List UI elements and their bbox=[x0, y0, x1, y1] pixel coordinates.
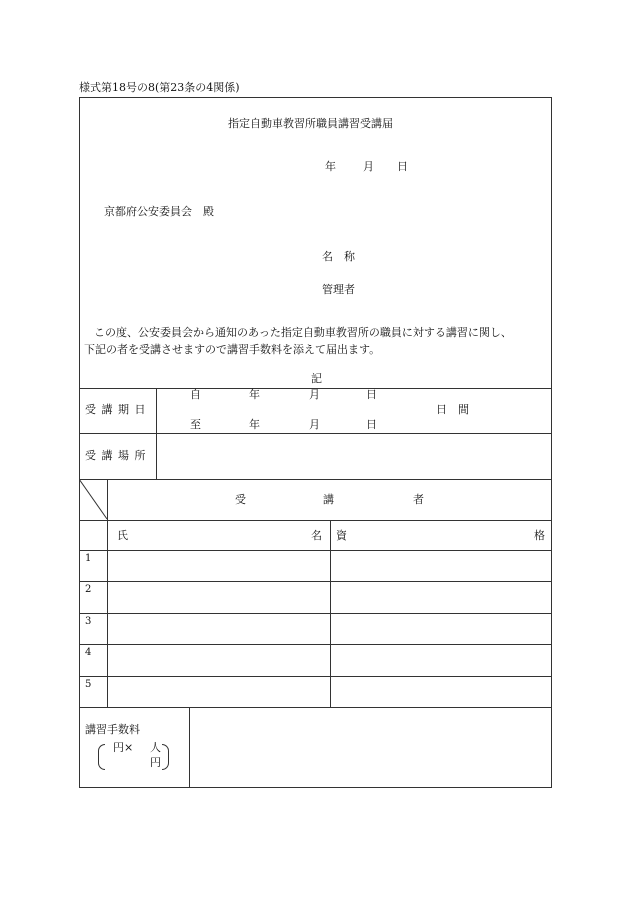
period-to-year: 年 bbox=[249, 418, 260, 431]
period-from-day: 日 bbox=[366, 388, 377, 401]
row-number: 5 bbox=[85, 679, 92, 690]
date-year-label: 年 bbox=[325, 160, 336, 173]
period-from-month: 月 bbox=[309, 388, 320, 401]
open-paren bbox=[98, 744, 105, 770]
attendees-header-char-2: 講 bbox=[323, 493, 334, 506]
place-label: 受 講 場 所 bbox=[85, 449, 147, 462]
period-label: 受 講 期 日 bbox=[85, 403, 147, 416]
qual-col-left: 資 bbox=[336, 529, 347, 542]
attendees-header-char-1: 受 bbox=[235, 493, 246, 506]
divider bbox=[156, 433, 157, 479]
period-days-label: 日 間 bbox=[436, 403, 469, 416]
form-frame bbox=[79, 97, 552, 788]
attendees-header-char-3: 者 bbox=[413, 493, 424, 506]
divider bbox=[79, 581, 552, 582]
body-text-line-1: この度、公安委員会から通知のあった指定自動車教習所の職員に対する講習に関し、 bbox=[94, 326, 512, 339]
divider bbox=[189, 707, 190, 788]
fee-person: 人 bbox=[150, 741, 161, 754]
divider bbox=[156, 388, 157, 433]
form-title: 指定自動車教習所職員講習受講届 bbox=[228, 117, 393, 130]
addressee: 京都府公安委員会 殿 bbox=[104, 205, 214, 218]
ki-label: 記 bbox=[311, 372, 322, 385]
close-paren bbox=[162, 744, 169, 770]
name-col-left: 氏 bbox=[117, 529, 128, 542]
body-text-line-2: 下記の者を受講させますので講習手数料を添えて届出ます。 bbox=[84, 343, 381, 356]
divider bbox=[79, 433, 552, 434]
row-number: 2 bbox=[85, 584, 92, 595]
date-day-label: 日 bbox=[397, 160, 408, 173]
qual-col-right: 格 bbox=[534, 529, 545, 542]
diagonal-cell bbox=[79, 479, 108, 520]
divider bbox=[79, 644, 552, 645]
form-number: 様式第18号の8(第23条の4関係) bbox=[79, 81, 240, 94]
applicant-name-label: 名 称 bbox=[322, 250, 355, 263]
period-from-year: 年 bbox=[249, 388, 260, 401]
divider bbox=[79, 520, 552, 521]
divider bbox=[79, 613, 552, 614]
period-to-month: 月 bbox=[309, 418, 320, 431]
divider bbox=[79, 550, 552, 551]
period-to-day: 日 bbox=[366, 418, 377, 431]
divider bbox=[79, 676, 552, 677]
name-col-right: 名 bbox=[311, 529, 322, 542]
date-month-label: 月 bbox=[363, 160, 374, 173]
fee-yen-times: 円× bbox=[113, 741, 134, 754]
row-number: 4 bbox=[85, 647, 92, 658]
fee-yen: 円 bbox=[150, 756, 161, 769]
applicant-manager-label: 管理者 bbox=[322, 283, 355, 296]
row-number: 1 bbox=[85, 553, 92, 564]
divider bbox=[79, 707, 552, 708]
row-number: 3 bbox=[85, 616, 92, 627]
period-from-label: 自 bbox=[190, 388, 201, 401]
period-to-label: 至 bbox=[190, 418, 201, 431]
fee-label: 講習手数料 bbox=[85, 723, 140, 736]
divider bbox=[79, 479, 552, 480]
